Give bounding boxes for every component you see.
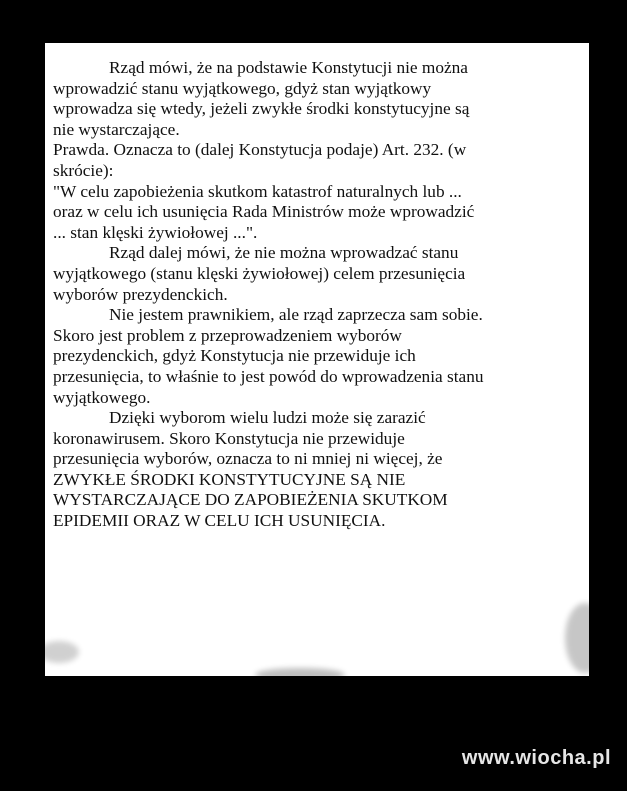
document-line: wprowadza się wtedy, jeżeli zwykłe środki konstytucyjne są: [53, 99, 470, 119]
document-line: "W celu zapobieżenia skutkom katastrof naturalnych lub ...: [53, 181, 462, 201]
document-line: wyjątkowego.: [53, 387, 151, 407]
document-line: ZWYKŁE ŚRODKI KONSTYTUCYJNE SĄ NIE: [53, 469, 406, 489]
scan-smudge: [39, 641, 79, 663]
document-text: [53, 58, 585, 532]
document-line: oraz w celu ich usunięcia Rada Ministrów może wprowadzić: [53, 202, 475, 222]
document-line: Dzięki wyborom wielu ludzi może się zarazić: [109, 408, 426, 428]
document-line: Rząd mówi, że na podstawie Konstytucji nie można: [109, 58, 468, 77]
document-line: Nie jestem prawnikiem, ale rząd zaprzecza sam sobie.: [109, 305, 483, 325]
document-page: [45, 43, 589, 676]
document-line: WYSTARCZAJĄCE DO ZAPOBIEŻENIA SKUTKOM: [53, 490, 448, 510]
document-line: przesunięcia, to właśnie to jest powód do wprowadzenia stanu: [53, 366, 484, 386]
document-line: wprowadzić stanu wyjątkowego, gdyż stan wyjątkowy: [53, 78, 432, 98]
document-line: wyborów prezydenckich.: [53, 284, 228, 304]
document-line: przesunięcia wyborów, oznacza to ni mniej ni więcej, że: [53, 449, 443, 469]
scan-smudge: [565, 603, 605, 673]
document-line: EPIDEMII ORAZ W CELU ICH USUNIĘCIA.: [53, 511, 386, 531]
document-line: Prawda. Oznacza to (dalej Konstytucja podaje) Art. 232. (w: [53, 140, 467, 160]
document-line: nie wystarczające.: [53, 119, 180, 139]
document-line: ... stan klęski żywiołowej ...".: [53, 222, 258, 242]
document-line: wyjątkowego (stanu klęski żywiołowej) celem przesunięcia: [53, 263, 466, 283]
document-line: skrócie):: [53, 160, 114, 180]
watermark: www.wiocha.pl: [461, 747, 611, 769]
document-line: Rząd dalej mówi, że nie można wprowadzać stanu: [109, 243, 459, 263]
document-line: Skoro jest problem z przeprowadzeniem wyborów: [53, 325, 402, 345]
document-line: prezydenckich, gdyż Konstytucja nie przewiduje ich: [53, 346, 416, 366]
scan-smudge: [255, 668, 345, 682]
document-line: koronawirusem. Skoro Konstytucja nie przewiduje: [53, 428, 405, 448]
